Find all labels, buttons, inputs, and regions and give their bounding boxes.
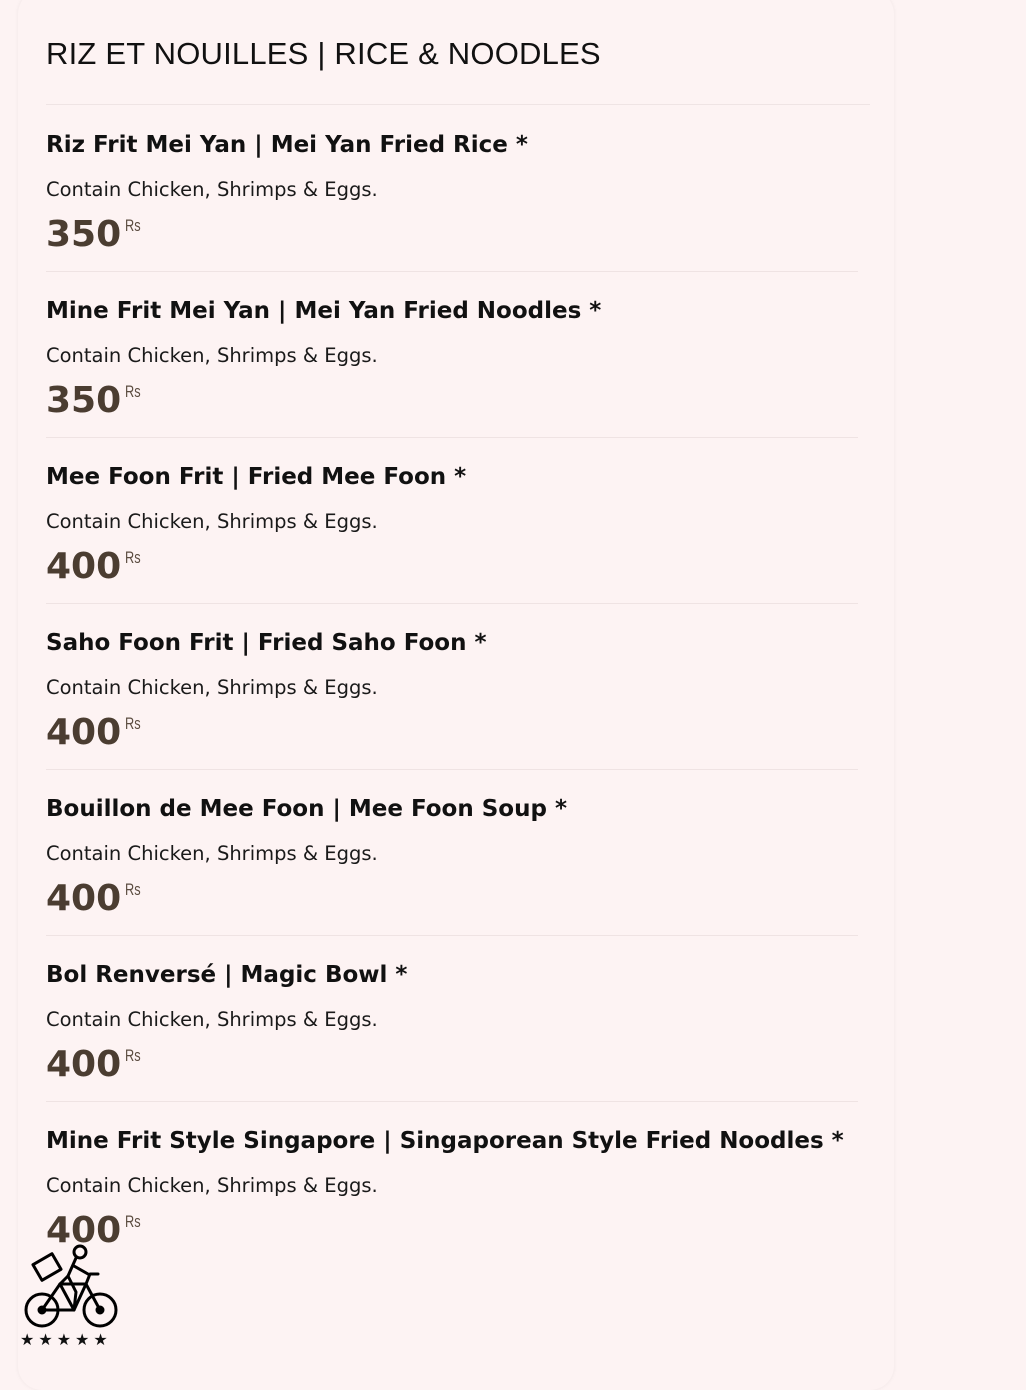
- menu-item[interactable]: [46, 936, 858, 1102]
- menu-item[interactable]: [46, 770, 858, 936]
- item-price: 400: [46, 878, 122, 919]
- star-icon: ★: [38, 1330, 57, 1349]
- menu-item[interactable]: [46, 1102, 858, 1267]
- item-name: Mee Foon Frit | Fried Mee Foon *: [46, 464, 467, 490]
- item-currency: Rs: [125, 548, 141, 567]
- item-name: Saho Foon Frit | Fried Saho Foon *: [46, 630, 487, 656]
- item-description: Contain Chicken, Shrimps & Eggs.: [46, 842, 378, 865]
- item-currency: Rs: [125, 880, 141, 899]
- item-price: 400: [46, 1210, 122, 1251]
- item-currency: Rs: [125, 1046, 141, 1065]
- item-name: Bouillon de Mee Foon | Mee Foon Soup *: [46, 796, 567, 822]
- item-name: Bol Renversé | Magic Bowl *: [46, 962, 408, 988]
- item-name: Riz Frit Mei Yan | Mei Yan Fried Rice *: [46, 132, 528, 158]
- star-icon: ★: [20, 1330, 39, 1349]
- item-price: 350: [46, 214, 122, 255]
- star-icon: ★: [75, 1330, 94, 1349]
- menu-item[interactable]: [46, 604, 858, 770]
- rating-stars: [20, 1330, 112, 1349]
- section-title: RIZ ET NOUILLES | RICE & NOODLES: [46, 36, 601, 71]
- star-icon: ★: [93, 1330, 112, 1349]
- menu-item[interactable]: [46, 106, 858, 272]
- item-currency: Rs: [125, 714, 141, 733]
- item-description: Contain Chicken, Shrimps & Eggs.: [46, 676, 378, 699]
- item-currency: Rs: [125, 382, 141, 401]
- item-description: Contain Chicken, Shrimps & Eggs.: [46, 510, 378, 533]
- item-price: 400: [46, 712, 122, 753]
- item-price: 350: [46, 380, 122, 421]
- delivery-bike-icon: [16, 1244, 126, 1334]
- item-currency: Rs: [125, 216, 141, 235]
- item-price: 400: [46, 546, 122, 587]
- divider: [46, 104, 870, 105]
- star-icon: ★: [56, 1330, 76, 1349]
- item-description: Contain Chicken, Shrimps & Eggs.: [46, 178, 378, 201]
- menu-item[interactable]: [46, 438, 858, 604]
- menu-list: [46, 106, 858, 1267]
- menu-item[interactable]: [46, 272, 858, 438]
- item-description: Contain Chicken, Shrimps & Eggs.: [46, 1174, 378, 1197]
- item-description: Contain Chicken, Shrimps & Eggs.: [46, 1008, 378, 1031]
- item-currency: Rs: [125, 1212, 141, 1231]
- item-description: Contain Chicken, Shrimps & Eggs.: [46, 344, 378, 367]
- item-name: Mine Frit Style Singapore | Singaporean Style Fried Noodles *: [46, 1128, 844, 1154]
- item-name: Mine Frit Mei Yan | Mei Yan Fried Noodles *: [46, 298, 602, 324]
- item-price: 400: [46, 1044, 122, 1085]
